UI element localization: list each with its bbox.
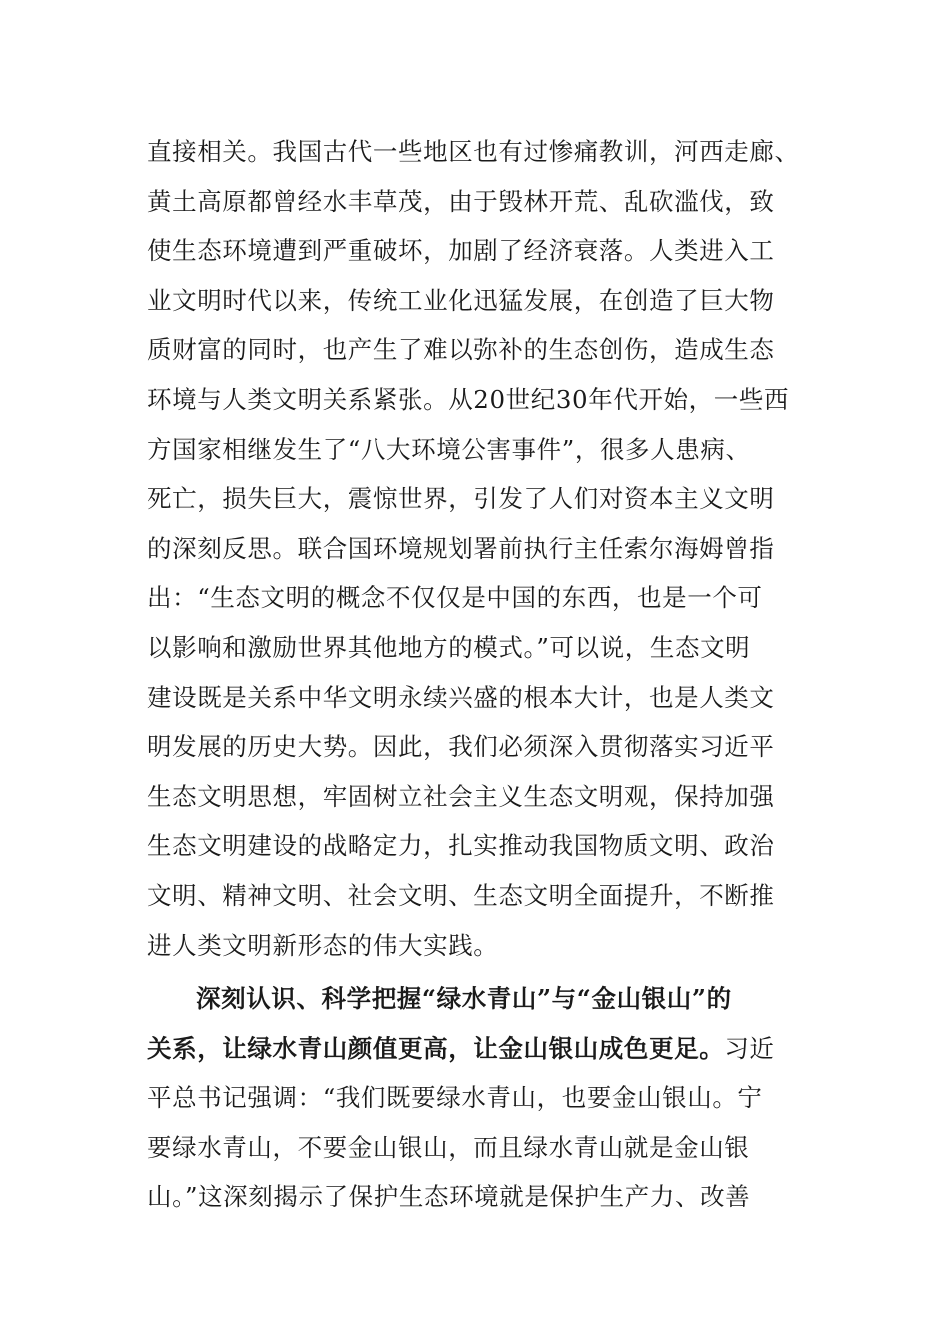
paragraph-line: 山。”这深刻揭示了保护生态环境就是保护生产力、改善 <box>147 1182 751 1212</box>
paragraph-line: 平总书记强调：“我们既要绿水青山，也要金山银山。宁 <box>147 1083 763 1113</box>
paragraph-line-mixed <box>147 1024 827 1074</box>
paragraph-line: 进人类文明新形态的伟大实践。 <box>147 930 499 960</box>
body-text: 习近 <box>724 1033 775 1063</box>
paragraph-line: 方国家相继发生了“八大环境公害事件”，很多人患病、 <box>147 434 751 464</box>
paragraph-line: 出：“生态文明的概念不仅仅是中国的东西，也是一个可 <box>147 583 763 613</box>
paragraph-line: 黄土高原都曾经水丰草茂，由于毁林开荒、乱砍滥伐，致 <box>147 186 775 216</box>
bold-heading-text: 关系，让绿水青山颜值更高，让金山银山成色更足。 <box>147 1033 725 1063</box>
paragraph-1 <box>147 127 827 970</box>
paragraph-line: 生态文明建设的战略定力，扎实推动我国物质文明、政治 <box>147 831 775 861</box>
paragraph-line: 生态文明思想，牢固树立社会主义生态文明观，保持加强 <box>147 781 775 811</box>
paragraph-line: 以影响和激励世界其他地方的模式。”可以说，生态文明 <box>147 632 751 662</box>
bold-heading-line: 深刻认识、科学把握“绿水青山”与“金山银山”的 <box>196 984 732 1013</box>
paragraph-2 <box>147 974 827 1222</box>
paragraph-line: 质财富的同时，也产生了难以弥补的生态创伤，造成生态 <box>147 335 775 365</box>
paragraph-line: 明发展的历史大势。因此，我们必须深入贯彻落实习近平 <box>147 732 775 762</box>
paragraph-line: 文明、精神文明、社会文明、生态文明全面提升，不断推 <box>147 880 775 910</box>
paragraph-line: 环境与人类文明关系紧张。从20世纪30年代开始，一些西 <box>147 384 790 414</box>
paragraph-line: 业文明时代以来，传统工业化迅猛发展，在创造了巨大物 <box>147 285 775 315</box>
paragraph-line: 建设既是关系中华文明永续兴盛的根本大计，也是人类文 <box>147 682 775 712</box>
paragraph-line: 要绿水青山，不要金山银山，而且绿水青山就是金山银 <box>147 1132 750 1162</box>
paragraph-line: 死亡，损失巨大，震惊世界，引发了人们对资本主义文明 <box>147 484 775 514</box>
paragraph-line: 直接相关。我国古代一些地区也有过惨痛教训，河西走廊、 <box>147 137 800 166</box>
paragraph-line: 的深刻反思。联合国环境规划署前执行主任索尔海姆曾指 <box>147 533 775 563</box>
paragraph-line: 使生态环境遭到严重破坏，加剧了经济衰落。人类进入工 <box>147 236 775 266</box>
